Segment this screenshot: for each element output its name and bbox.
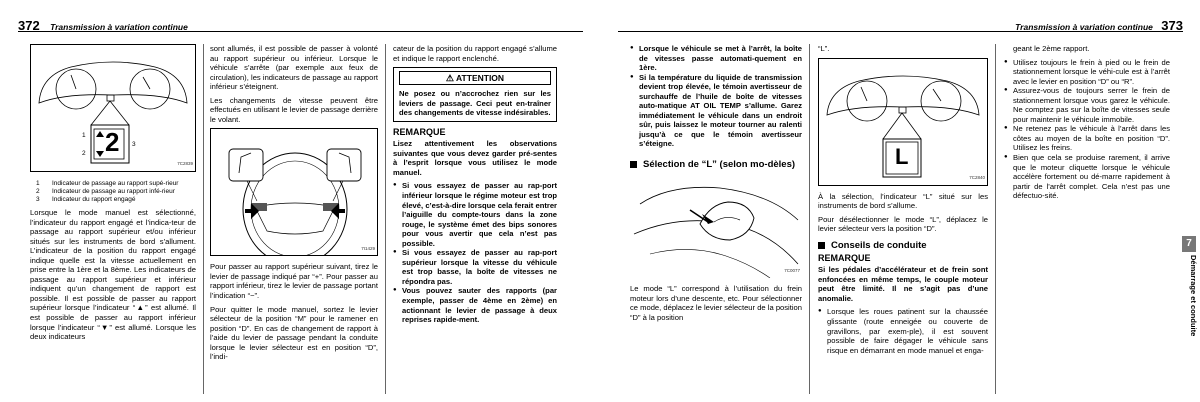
remark-intro: Lisez attentivement les observations suivantes que vous devez garder pré-sentes à l’esprit lorsque vous utilisez le mode manuel. (393, 139, 557, 177)
column-divider (203, 44, 204, 394)
list-item: ● Lorsque les roues patinent sur la chaussée glissante (route enneigée ou couverte de gravillons, par exem-ple), il est souvent possible de faire dégager le véhicule sans risque en démarrant en mode manuel et enga- (818, 307, 988, 355)
bullet-list (818, 307, 988, 355)
bullet-list (630, 44, 802, 149)
paragraph: cateur de la position du rapport engagé s’allume et indique le rapport enclenché. (393, 44, 557, 63)
callout-3: 3 (132, 141, 136, 148)
instrument-cluster-l-figure (818, 58, 988, 186)
selector-lever-figure (630, 174, 802, 278)
manual-mode-paragraph: Lorsque le mode manuel est sélectionné, l’indicateur du rapport engagé et l’indica-teur de passage au rapport supérieur et/ou inférieur situés sur les instruments de bord s’allument. L’indicateur de la position du rapport engagé indique quelle est la vitesse actuellement en prise entre la 1ère et la 8ème. Les indicateurs de passage au rapport supérieur et inférieur indiquent qu’un changement de rapport est possible. Il est possible de passer au rapport supérieur lorsque l’indicateur “▲” est allumé. Il est possible de passer au rapport inférieur lorsque l’indicateur “▼” est allumé. Lorsque les deux indicateurs (30, 208, 196, 342)
square-bullet-icon (818, 242, 825, 249)
gear-digit: 2 (105, 127, 120, 157)
list-item: ● Lorsque le véhicule se met à l’arrêt, la boîte de vitesses passe automati-quement en 1ère. (630, 44, 802, 73)
list-item: ● Si vous essayez de passer au rap-port supérieur lorsque la vitesse du véhicule est trop basse, la boîte de vitesses ne répondra pas. (393, 248, 557, 286)
running-title: Transmission à variation continue (50, 22, 188, 32)
paragraph: Le mode “L” correspond à l’utilisation du frein moteur lors d’une descente, etc. Pour sélectionner ce mode, déplacez le levier sélecteur de la position “D” à la position (630, 284, 802, 322)
right-page (600, 0, 1200, 402)
left-column-1 (30, 44, 196, 346)
selector-lever-illustration (630, 174, 802, 278)
list-item: ● Si la température du liquide de transmission devient trop élevée, le témoin avertisseur de surchauffe de l’huile de boîte de vitesses auto-matique AT OIL TEMP s’allume. Garez immédiatement le véhicule dans un endroit sûr, puis laissez le moteur tourner au ralenti jusqu’à ce que le témoin avertisseur s’éteigne. (630, 73, 802, 149)
caption-item: 1 Indicateur de passage au rapport supé-rieur (36, 180, 179, 187)
paragraph: Pour désélectionner le mode “L”, déplacez le levier sélecteur vers la position “D”. (818, 214, 988, 234)
left-column-3 (393, 44, 557, 325)
list-item: ● Utilisez toujours le frein à pied ou le frein de stationnement lorsque le véhi-cule est à l’arrêt avec le levier en position “D” ou “R”. (1004, 58, 1170, 87)
running-title: Transmission à variation continue (1015, 22, 1153, 32)
paragraph: sont allumés, il est possible de passer à volonté au rapport supérieur ou inférieur. Lorsque le véhicule s’arrête (par exemple aux feux de circulation), les indicateurs de passage au rapport inférieur s’éteignent. (210, 44, 378, 92)
list-item: ● Bien que cela se produise rarement, il arrive que le moteur cliquette lorsque le véhicule accélère fortement ou dé-marre rapidement à partir de l’arrêt complet. Cela n’est pas une défectuo-sité. (1004, 153, 1170, 201)
paragraph: geant le 2ème rapport. (1013, 44, 1090, 53)
instrument-cluster-figure (30, 44, 196, 172)
left-page-header (18, 18, 583, 32)
remark-text: Si les pédales d’accélérateur et de frein sont enfoncées en même temps, le couple moteur peut être limité. Il ne s’agit pas d’une anomalie. (818, 265, 988, 303)
right-column-3 (1004, 44, 1170, 201)
bullet-list (1004, 58, 1170, 201)
steering-wheel-figure (210, 128, 378, 256)
callout-2: 2 (82, 150, 86, 157)
caption-item: 3 Indicateur du rapport engagé (36, 196, 136, 203)
remark-title: REMARQUE (818, 252, 871, 263)
paragraph: “L”. (818, 44, 830, 53)
list-item: ● Assurez-vous de toujours serrer le frein de stationnement lorsque vous garez le véhicule. Ne comptez pas sur la boîte de vitesses seule pour maintenir le véhicule immobile. (1004, 86, 1170, 124)
warning-icon: ⚠ (445, 73, 454, 84)
list-item: ● Vous pouvez sauter des rapports (par exemple, passer de 4ème en 2ème) en actionnant le levier de passage à deux reprises rapide-ment. (393, 286, 557, 324)
paragraph: Pour quitter le mode manuel, sortez le levier sélecteur de la position “M” pour le ramener en position “D”. En cas de changement de rapport à l’aide du levier de passage pendant la conduite lorsque le levier sélecteur est en position “D”, l’indi- (210, 304, 378, 362)
remark-list (393, 181, 557, 324)
column-divider (995, 44, 996, 394)
figure-code: 7I1429 (361, 245, 375, 251)
section-heading-l: Sélection de “L” (selon mo-dèles) (630, 159, 802, 170)
right-column-1 (630, 44, 802, 326)
column-divider (809, 44, 810, 394)
chapter-tab: 7 (1182, 236, 1196, 252)
figure-captions (30, 180, 196, 204)
callout-1: 1 (82, 132, 86, 139)
square-bullet-icon (630, 161, 637, 168)
right-page-header (618, 18, 1183, 32)
figure-code: 7C2840 (969, 175, 985, 180)
section-heading-tips: Conseils de conduite (818, 240, 988, 251)
left-column-2 (210, 44, 378, 366)
paragraph: À la sélection, l’indicateur “L” situé sur les instruments de bord s’allume. (818, 191, 988, 211)
chapter-label: Démarrage et conduite (1189, 255, 1198, 337)
paragraph: Pour passer au rapport supérieur suivant, tirez le levier de passage indiqué par “+”. Pour passer au rapport inférieur, tirez le levier de passage portant l’indication “−”. (210, 262, 378, 301)
attention-text: Ne posez ou n’accrochez rien sur les leviers de passage. Ceci peut en-traîner des changements de vitesse indésirables. (399, 89, 551, 118)
list-item: ● Si vous essayez de passer au rap-port inférieur lorsque le régime moteur est trop élevé, c’est-à-dire lorsque cela ferait entrer l’aiguille du compte-tours dans la zone rouge, le système émet des bips sonores pour vous avertir que cela n’est pas possible. (393, 181, 557, 248)
attention-heading: ⚠ ATTENTION (399, 71, 551, 85)
list-item: ● Ne retenez pas le véhicule à l’arrêt dans les côtes au moyen de la boîte en position “D”. Utilisez les freins. (1004, 124, 1170, 153)
page-number: 372 (18, 18, 40, 33)
caption-item: 2 Indicateur de passage au rapport infé-rieur (36, 188, 175, 195)
steering-wheel-illustration (211, 129, 377, 255)
figure-code: 7C2839 (177, 161, 193, 167)
right-column-2 (818, 44, 988, 355)
page-number: 373 (1161, 18, 1183, 33)
figure-code: 7C0077 (784, 268, 800, 274)
attention-box (393, 67, 557, 122)
l-indicator: L (895, 143, 909, 169)
remark-title: REMARQUE (393, 126, 446, 137)
column-divider (385, 44, 386, 394)
paragraph: Les changements de vitesse peuvent être effectués en utilisant le levier de passage derrière le volant. (210, 95, 378, 124)
